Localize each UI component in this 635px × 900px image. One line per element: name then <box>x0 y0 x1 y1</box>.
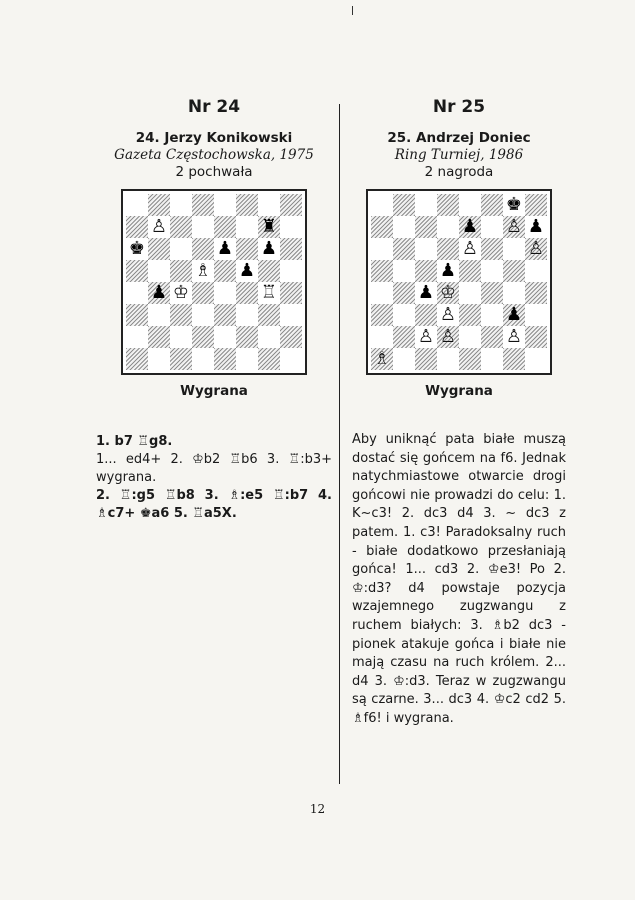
square-d3 <box>437 304 459 326</box>
solution-text <box>96 433 332 523</box>
square-c4 <box>415 282 437 304</box>
square-h5 <box>525 260 547 282</box>
square-g3 <box>258 304 280 326</box>
square-f1 <box>481 348 503 370</box>
square-c1 <box>415 348 437 370</box>
square-h1 <box>525 348 547 370</box>
black-pawn-piece: ♟ <box>527 216 545 237</box>
square-d1 <box>192 348 214 370</box>
square-d4 <box>192 282 214 304</box>
white-bishop-piece: ♗ <box>194 260 212 281</box>
square-g6 <box>503 238 525 260</box>
square-d8 <box>192 194 214 216</box>
square-g5 <box>258 260 280 282</box>
square-e1 <box>459 348 481 370</box>
square-d7 <box>192 216 214 238</box>
square-d5 <box>192 260 214 282</box>
problem-award: 2 nagroda <box>424 164 494 180</box>
square-c4 <box>170 282 192 304</box>
square-c7 <box>415 216 437 238</box>
square-a6 <box>126 238 148 260</box>
square-b3 <box>393 304 415 326</box>
square-d7 <box>437 216 459 238</box>
square-d6 <box>192 238 214 260</box>
square-c5 <box>415 260 437 282</box>
square-b4 <box>148 282 170 304</box>
solution-text: Aby uniknąć pata białe muszą dostać się gońcem na f6. Jednak natychmiastowe otwarcie drogi gońcowi nie prowadzi do celu: 1. K~c3! 2. dc3 d4 3. ~ dc3 z patem. 1. c3! Paradoksalny ruch - białe dodatkowo przesłaniają gońca! 1... cd3 2. ♔e3! Po 2. ♔:d3? d4 powstaje pozycja wzajemnego zugzwangu z ruchem białych: 3. ♗b2 dc3 - pionek atakuje gońca i białe nie mają czasu na ruch królem. 2... d4 3. ♔:d3. Teraz w zugzwangu są czarne. 3... dc3 4. ♔c2 cd2 5. ♗f6! i wygrana. <box>352 432 566 726</box>
square-f7 <box>481 216 503 238</box>
black-pawn-piece: ♟ <box>150 282 168 303</box>
square-c1 <box>170 348 192 370</box>
square-a8 <box>371 194 393 216</box>
square-h4 <box>525 282 547 304</box>
square-e7 <box>459 216 481 238</box>
square-h8 <box>525 194 547 216</box>
square-d3 <box>192 304 214 326</box>
square-f3 <box>481 304 503 326</box>
square-d2 <box>192 326 214 348</box>
square-h2 <box>280 326 302 348</box>
square-g6 <box>258 238 280 260</box>
square-b1 <box>393 348 415 370</box>
square-c6 <box>170 238 192 260</box>
white-pawn-piece: ♙ <box>527 238 545 259</box>
black-pawn-piece: ♟ <box>461 216 479 237</box>
square-g4 <box>258 282 280 304</box>
square-a1 <box>371 348 393 370</box>
square-a7 <box>126 216 148 238</box>
chessboard <box>371 194 547 370</box>
white-king-piece: ♔ <box>172 282 190 303</box>
square-h8 <box>280 194 302 216</box>
square-d1 <box>437 348 459 370</box>
white-pawn-piece: ♙ <box>505 326 523 347</box>
square-a3 <box>371 304 393 326</box>
square-b2 <box>393 326 415 348</box>
square-a5 <box>126 260 148 282</box>
black-pawn-piece: ♟ <box>417 282 435 303</box>
square-f7 <box>236 216 258 238</box>
square-b7 <box>148 216 170 238</box>
square-f3 <box>236 304 258 326</box>
square-e1 <box>214 348 236 370</box>
problem-author: 24. Jerzy Konikowski <box>135 130 293 146</box>
square-g8 <box>503 194 525 216</box>
problem-number: Nr 24 <box>187 97 241 117</box>
square-f5 <box>481 260 503 282</box>
square-h3 <box>280 304 302 326</box>
square-g3 <box>503 304 525 326</box>
problem-source: Gazeta Częstochowska, 1975 <box>114 147 314 163</box>
square-c7 <box>170 216 192 238</box>
square-c8 <box>170 194 192 216</box>
square-g8 <box>258 194 280 216</box>
square-a6 <box>371 238 393 260</box>
square-f2 <box>481 326 503 348</box>
square-a2 <box>371 326 393 348</box>
square-b7 <box>393 216 415 238</box>
square-f5 <box>236 260 258 282</box>
black-pawn-piece: ♟ <box>238 260 256 281</box>
square-f1 <box>236 348 258 370</box>
square-d8 <box>437 194 459 216</box>
page-number: 12 <box>309 802 326 816</box>
square-h6 <box>525 238 547 260</box>
square-g2 <box>258 326 280 348</box>
square-g1 <box>258 348 280 370</box>
square-b5 <box>148 260 170 282</box>
square-c3 <box>415 304 437 326</box>
square-b2 <box>148 326 170 348</box>
square-b8 <box>148 194 170 216</box>
square-h5 <box>280 260 302 282</box>
chess-diagram <box>121 189 307 375</box>
square-h6 <box>280 238 302 260</box>
square-f8 <box>481 194 503 216</box>
square-g2 <box>503 326 525 348</box>
black-rook-piece: ♜ <box>260 216 278 237</box>
square-a8 <box>126 194 148 216</box>
white-rook-piece: ♖ <box>260 282 278 303</box>
page-mark <box>352 6 353 15</box>
square-a2 <box>126 326 148 348</box>
square-b1 <box>148 348 170 370</box>
white-pawn-piece: ♙ <box>439 304 457 325</box>
problem-author: 25. Andrzej Doniec <box>387 130 531 146</box>
square-e5 <box>214 260 236 282</box>
square-e6 <box>459 238 481 260</box>
problem-header <box>96 130 332 181</box>
square-g7 <box>258 216 280 238</box>
square-h4 <box>280 282 302 304</box>
square-d5 <box>437 260 459 282</box>
square-f6 <box>481 238 503 260</box>
black-king-piece: ♚ <box>128 238 146 259</box>
square-c6 <box>415 238 437 260</box>
white-bishop-piece: ♗ <box>373 348 391 369</box>
square-e2 <box>214 326 236 348</box>
square-g1 <box>503 348 525 370</box>
black-pawn-piece: ♟ <box>260 238 278 259</box>
square-a4 <box>371 282 393 304</box>
square-a7 <box>371 216 393 238</box>
square-e7 <box>214 216 236 238</box>
black-pawn-piece: ♟ <box>216 238 234 259</box>
square-b3 <box>148 304 170 326</box>
square-f6 <box>236 238 258 260</box>
white-pawn-piece: ♙ <box>505 216 523 237</box>
square-h7 <box>525 216 547 238</box>
square-c5 <box>170 260 192 282</box>
square-e3 <box>459 304 481 326</box>
square-e8 <box>459 194 481 216</box>
square-h1 <box>280 348 302 370</box>
square-f4 <box>481 282 503 304</box>
square-b5 <box>393 260 415 282</box>
square-e2 <box>459 326 481 348</box>
square-f4 <box>236 282 258 304</box>
problem-24 <box>96 94 332 523</box>
problem-header <box>352 130 566 181</box>
solution-variation: 1... ed4+ 2. ♔b2 ♖b6 3. ♖:b3+ wygrana. <box>96 452 332 485</box>
square-a4 <box>126 282 148 304</box>
square-b4 <box>393 282 415 304</box>
square-e5 <box>459 260 481 282</box>
square-h3 <box>525 304 547 326</box>
column-divider <box>339 104 340 784</box>
white-pawn-piece: ♙ <box>461 238 479 259</box>
square-a5 <box>371 260 393 282</box>
square-a3 <box>126 304 148 326</box>
square-e6 <box>214 238 236 260</box>
problem-stipulation: Wygrana <box>180 383 248 399</box>
square-f2 <box>236 326 258 348</box>
problem-source: Ring Turniej, 1986 <box>394 147 524 163</box>
solution-main-line: 1. b7 ♖g8. <box>96 434 173 449</box>
square-g5 <box>503 260 525 282</box>
square-f8 <box>236 194 258 216</box>
square-c3 <box>170 304 192 326</box>
square-a1 <box>126 348 148 370</box>
black-king-piece: ♚ <box>505 194 523 215</box>
square-b6 <box>148 238 170 260</box>
square-c2 <box>170 326 192 348</box>
problem-stipulation: Wygrana <box>425 383 493 399</box>
problem-25 <box>352 94 566 729</box>
square-b8 <box>393 194 415 216</box>
square-e4 <box>459 282 481 304</box>
square-b6 <box>393 238 415 260</box>
square-d4 <box>437 282 459 304</box>
square-d6 <box>437 238 459 260</box>
solution-variation: 2. ♖:g5 ♖b8 3. ♗:e5 ♖:b7 4. ♗c7+ ♚a6 5. ♖a5X. <box>96 488 332 521</box>
square-e8 <box>214 194 236 216</box>
square-e4 <box>214 282 236 304</box>
square-e3 <box>214 304 236 326</box>
problem-number: Nr 25 <box>432 97 486 117</box>
square-h2 <box>525 326 547 348</box>
square-c2 <box>415 326 437 348</box>
chess-diagram <box>366 189 552 375</box>
white-pawn-piece: ♙ <box>150 216 168 237</box>
square-g7 <box>503 216 525 238</box>
square-h7 <box>280 216 302 238</box>
square-c8 <box>415 194 437 216</box>
black-pawn-piece: ♟ <box>439 260 457 281</box>
white-pawn-piece: ♙ <box>439 326 457 347</box>
white-pawn-piece: ♙ <box>417 326 435 347</box>
chessboard <box>126 194 302 370</box>
square-d2 <box>437 326 459 348</box>
square-g4 <box>503 282 525 304</box>
problem-award: 2 pochwała <box>175 164 253 180</box>
black-pawn-piece: ♟ <box>505 304 523 325</box>
white-king-piece: ♔ <box>439 282 457 303</box>
